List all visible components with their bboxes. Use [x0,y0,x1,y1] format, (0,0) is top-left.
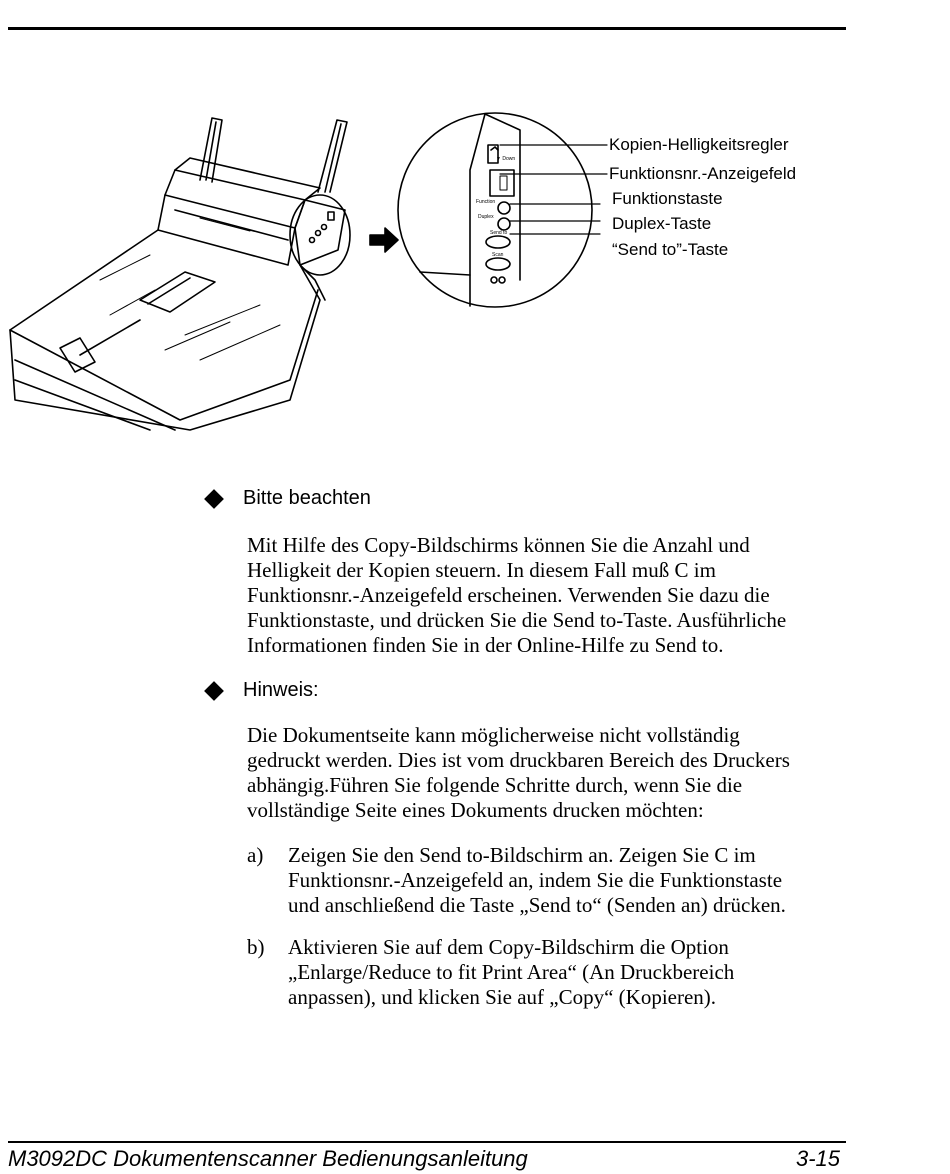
bullet-diamond-icon [204,489,224,509]
callout-duplex-button: Duplex-Taste [612,214,712,233]
step-marker: b) [247,935,265,959]
top-rule [8,27,846,30]
hint-line: gedruckt werden. Dies ist vom druckbaren Bereich des Druckers [247,748,790,772]
callout-sendto-button: “Send to”-Taste [612,240,729,259]
scan-mini-label: Scan [492,252,504,258]
note-line: Helligkeit der Kopien steuern. In diesem Fall muß C im [247,558,716,582]
note-line: Funktionsnr.-Anzeigefeld erscheinen. Verwenden Sie dazu die [247,583,770,607]
step-line: Zeigen Sie den Send to-Bildschirm an. Zeigen Sie C im [288,843,756,867]
note-line: Funktionstaste, und drücken Sie die Send to-Taste. Ausführliche [247,608,787,632]
note-paragraph [247,533,847,658]
hint-line: abhängig.Führen Sie folgende Schritte durch, wenn Sie die [247,773,743,797]
down-mini-label: ▼ Down [496,156,516,162]
callout-function-button: Funktionstaste [612,189,723,208]
sendto-mini-label: Send to [490,230,508,236]
step-line: Funktionsnr.-Anzeigefeld an, indem Sie die Funktionstaste [288,868,783,892]
hint-paragraph [247,723,847,823]
hint-line: vollständige Seite eines Dokuments drucken möchten: [247,798,704,822]
step-line: und anschließend die Taste „Send to“ (Senden an) drücken. [288,893,786,917]
footer-rule [8,1141,846,1143]
hint-heading [205,679,319,702]
callout-function-display: Funktionsnr.-Anzeigefeld [609,164,797,183]
step-marker: a) [247,843,264,867]
footer-title: M3092DC Dokumentenscanner Bedienungsanleitung [8,1146,528,1171]
duplex-mini-label: Duplex [478,214,494,220]
note-heading [205,487,371,510]
scanner-illustration [0,100,950,440]
function-mini-label: Function [476,199,496,205]
hint-heading-text: Hinweis: [243,679,319,701]
note-line: Informationen finden Sie in der Online-Hilfe zu Send to. [247,633,724,657]
note-heading-text: Bitte beachten [243,487,371,509]
page-number: 3-15 [795,1146,840,1171]
callout-brightness-control: Kopien-Helligkeitsregler [609,135,789,154]
bullet-diamond-icon [204,681,224,701]
step-line: anpassen), und klicken Sie auf „Copy“ (Kopieren). [288,985,717,1009]
hint-line: Die Dokumentseite kann möglicherweise nicht vollständig [247,723,740,747]
note-line: Mit Hilfe des Copy-Bildschirms können Sie die Anzahl und [247,533,750,557]
step-line: Aktivieren Sie auf dem Copy-Bildschirm die Option [288,935,729,959]
step-line: „Enlarge/Reduce to fit Print Area“ (An Druckbereich [288,960,735,984]
